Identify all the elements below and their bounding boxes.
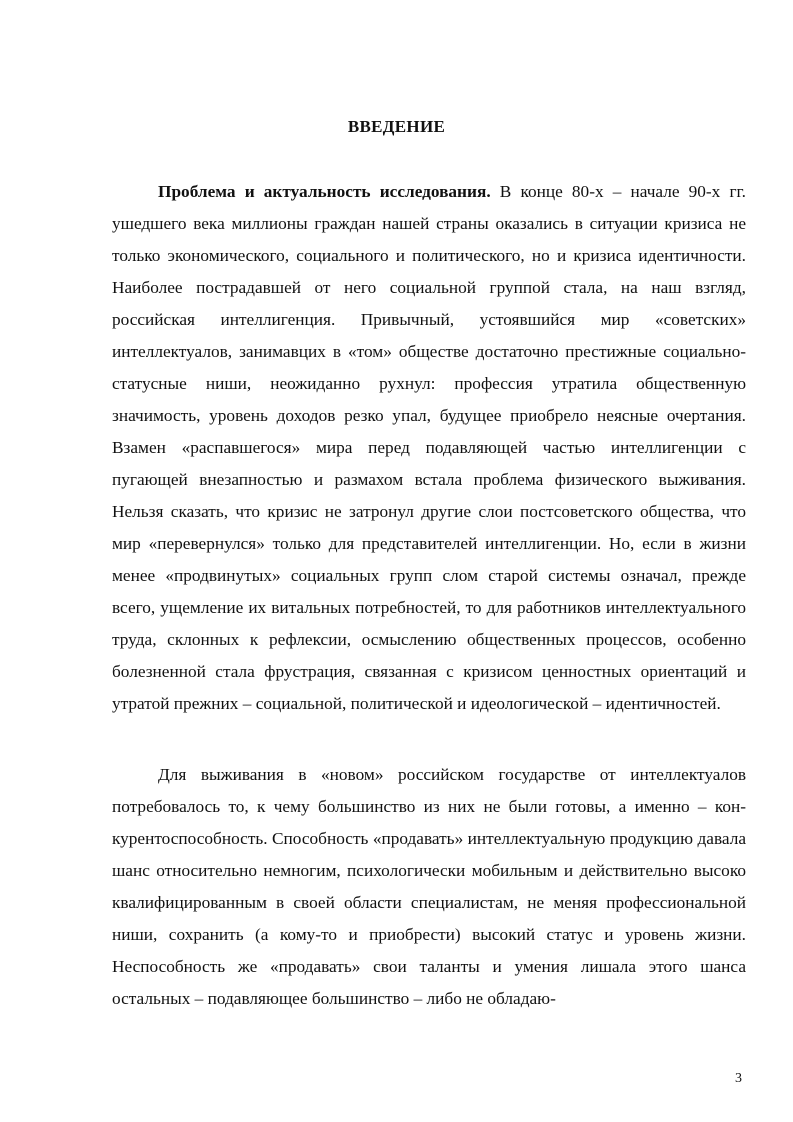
paragraph-survival <box>112 759 746 1015</box>
page-title: ВВЕДЕНИЕ <box>347 117 446 136</box>
paragraph-body: Для выживания в «новом» российском государстве от интеллектуалов потребовалось то, к чему большинство из них не были готовы, а именно – конкурентоспособность. Способность «продавать» интеллектуальную продукцию давала шанс относительно немногим, психологически мобильным и действительно высоко квалифицированным в своей области специалистам, не меняя профессиональной ниши, сохранить (а кому-то и приобрести) высокий статус и уровень жизни. Неспособность же «продавать» свои таланты и умения лишала этого шанса остальных – подавляющее большинство – либо не обладаю- <box>112 765 746 1008</box>
paragraph-problem-relevance <box>112 176 746 720</box>
paragraph-lead: Проблема и актуальность исследования. <box>158 182 491 201</box>
paragraph-body: В конце 80-х – начале 90-х гг. ушедшего века миллионы граждан нашей страны оказались в ситуации кризиса не только экономического, социального и политического, но и кризиса идентичности. Наиболее пострадавшей от него социальной группой стала, на наш взгляд, российская интеллигенция. Привычный, устоявшийся мир «советских» интеллектуалов, занимавцих в «том» обществе достаточно престижные социально-статусные ниши, неожиданно рухнул: профессия утратила общественную значимость, уровень доходов резко упал, будущее приобрело неясные очертания. Взамен «распавшегося» мира перед подавляющей частью интеллигенции с пугающей внезапностью и размахом встала проблема физического выживания. Нельзя сказать, что кризис не затронул другие слои постсоветского общества, что мир «перевернулся» только для представителей интеллигенции. Но, если в жизни менее «продвинутых» социальных групп слом старой системы означал, прежде всего, ущемление их витальных потребностей, то для работников интеллектуального труда, склонных к рефлексии, осмыслению общественных процессов, особенно болезненной стала фрустрация, связанная с кризисом ценностных ориентаций и утратой прежних – социальной, политической и идеологической – идентичностей. <box>112 182 747 713</box>
page-number: 3 <box>735 1071 742 1086</box>
